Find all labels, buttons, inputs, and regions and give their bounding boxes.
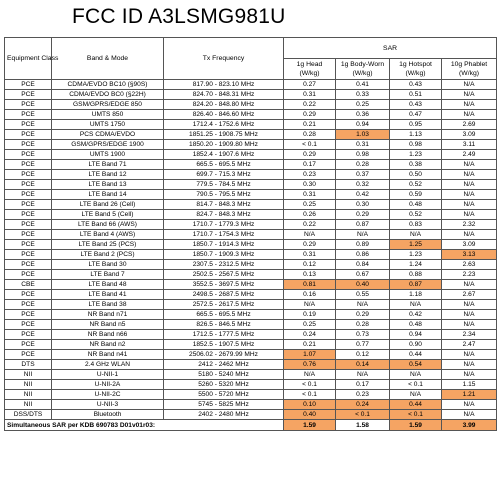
table-row: [5, 160, 497, 170]
cell-head-sar: 0.27: [284, 80, 336, 90]
cell-head-sar: 0.22: [284, 100, 336, 110]
cell-hotspot-sar: 1.23: [390, 150, 442, 160]
cell-head-sar: 0.40: [284, 410, 336, 420]
cell-tx-frequency: 2498.5 - 2687.5 MHz: [164, 290, 284, 300]
cell-hotspot-sar: 1.25: [390, 240, 442, 250]
cell-equipment-class: PCE: [5, 190, 52, 200]
cell-equipment-class: PCE: [5, 210, 52, 220]
cell-tx-frequency: 1710.7 - 1779.3 MHz: [164, 220, 284, 230]
cell-hotspot-sar: 0.43: [390, 100, 442, 110]
cell-body-sar: 0.17: [336, 380, 390, 390]
cell-body-sar: 0.29: [336, 310, 390, 320]
table-row: [5, 190, 497, 200]
cell-tx-frequency: 5500 - 5720 MHz: [164, 390, 284, 400]
cell-body-sar: 0.36: [336, 110, 390, 120]
cell-equipment-class: PCE: [5, 140, 52, 150]
table-row: [5, 80, 497, 90]
cell-phablet-sar: 2.69: [442, 120, 497, 130]
cell-hotspot-sar: 0.44: [390, 400, 442, 410]
cell-phablet-sar: 2.34: [442, 330, 497, 340]
cell-phablet-sar: 1.21: [442, 390, 497, 400]
cell-tx-frequency: 826.5 - 846.5 MHz: [164, 320, 284, 330]
cell-band-mode: GSM/GPRS/EDGE 1900: [52, 140, 164, 150]
cell-equipment-class: PCE: [5, 260, 52, 270]
cell-band-mode: PCS CDMA/EVDO: [52, 130, 164, 140]
cell-head-sar: 0.30: [284, 180, 336, 190]
document-title: FCC ID A3LSMG981U: [72, 5, 286, 28]
cell-head-sar: N/A: [284, 230, 336, 240]
cell-band-mode: LTE Band 2 (PCS): [52, 250, 164, 260]
cell-band-mode: LTE Band 4 (AWS): [52, 230, 164, 240]
table-row: [5, 210, 497, 220]
cell-phablet-sar: 2.47: [442, 340, 497, 350]
cell-head-sar: 0.12: [284, 260, 336, 270]
cell-head-sar: 0.24: [284, 330, 336, 340]
cell-tx-frequency: 699.7 - 715.3 MHz: [164, 170, 284, 180]
cell-hotspot-sar: 0.51: [390, 90, 442, 100]
cell-body-sar: 0.73: [336, 330, 390, 340]
cell-body-sar: N/A: [336, 370, 390, 380]
cell-head-sar: < 0.1: [284, 140, 336, 150]
cell-head-sar: 0.23: [284, 170, 336, 180]
cell-body-sar: 0.84: [336, 260, 390, 270]
cell-equipment-class: PCE: [5, 320, 52, 330]
cell-body-sar: 0.55: [336, 290, 390, 300]
cell-band-mode: LTE Band 5 (Cell): [52, 210, 164, 220]
table-body: [5, 80, 497, 420]
cell-tx-frequency: 2502.5 - 2567.5 MHz: [164, 270, 284, 280]
cell-head-sar: 0.25: [284, 320, 336, 330]
cell-hotspot-sar: 0.50: [390, 170, 442, 180]
cell-body-sar: 0.28: [336, 160, 390, 170]
cell-head-sar: N/A: [284, 370, 336, 380]
cell-body-sar: 0.31: [336, 140, 390, 150]
cell-hotspot-sar: 1.24: [390, 260, 442, 270]
cell-hotspot-sar: 0.87: [390, 280, 442, 290]
cell-body-sar: 0.77: [336, 340, 390, 350]
cell-phablet-sar: N/A: [442, 170, 497, 180]
cell-head-sar: 1.07: [284, 350, 336, 360]
table-row: [5, 250, 497, 260]
cell-equipment-class: PCE: [5, 350, 52, 360]
cell-tx-frequency: 5180 - 5240 MHz: [164, 370, 284, 380]
cell-band-mode: U-NII-3: [52, 400, 164, 410]
cell-equipment-class: NII: [5, 380, 52, 390]
cell-band-mode: Bluetooth: [52, 410, 164, 420]
cell-equipment-class: PCE: [5, 300, 52, 310]
cell-body-sar: N/A: [336, 300, 390, 310]
footer-body: 1.58: [336, 420, 390, 431]
cell-phablet-sar: N/A: [442, 210, 497, 220]
cell-phablet-sar: N/A: [442, 200, 497, 210]
cell-equipment-class: PCE: [5, 270, 52, 280]
cell-equipment-class: PCE: [5, 330, 52, 340]
cell-hotspot-sar: 0.54: [390, 360, 442, 370]
cell-body-sar: 0.32: [336, 180, 390, 190]
cell-equipment-class: PCE: [5, 150, 52, 160]
cell-head-sar: 0.31: [284, 250, 336, 260]
cell-hotspot-sar: 0.98: [390, 140, 442, 150]
cell-hotspot-sar: < 0.1: [390, 380, 442, 390]
cell-phablet-sar: N/A: [442, 350, 497, 360]
cell-phablet-sar: N/A: [442, 90, 497, 100]
cell-phablet-sar: N/A: [442, 320, 497, 330]
table-row: [5, 380, 497, 390]
cell-hotspot-sar: 0.83: [390, 220, 442, 230]
cell-band-mode: LTE Band 26 (Cell): [52, 200, 164, 210]
cell-equipment-class: PCE: [5, 340, 52, 350]
cell-body-sar: 0.33: [336, 90, 390, 100]
table-row: [5, 320, 497, 330]
cell-equipment-class: DTS: [5, 360, 52, 370]
cell-body-sar: 0.40: [336, 280, 390, 290]
cell-hotspot-sar: 0.52: [390, 180, 442, 190]
table-row: [5, 230, 497, 240]
table-row: [5, 340, 497, 350]
cell-head-sar: 0.13: [284, 270, 336, 280]
simultaneous-sar-row: [5, 420, 497, 431]
header-sar: SAR: [284, 38, 497, 59]
cell-phablet-sar: N/A: [442, 230, 497, 240]
cell-phablet-sar: 2.23: [442, 270, 497, 280]
cell-band-mode: NR Band n71: [52, 310, 164, 320]
header-head: 1g Head (W/kg): [284, 59, 336, 80]
cell-equipment-class: PCE: [5, 200, 52, 210]
cell-hotspot-sar: 1.23: [390, 250, 442, 260]
cell-hotspot-sar: 1.13: [390, 130, 442, 140]
cell-tx-frequency: 2307.5 - 2312.5 MHz: [164, 260, 284, 270]
cell-tx-frequency: 1852.4 - 1907.6 MHz: [164, 150, 284, 160]
cell-hotspot-sar: 0.94: [390, 330, 442, 340]
cell-body-sar: 0.98: [336, 150, 390, 160]
cell-band-mode: NR Band n2: [52, 340, 164, 350]
cell-equipment-class: PCE: [5, 120, 52, 130]
cell-phablet-sar: 3.09: [442, 240, 497, 250]
cell-head-sar: 0.28: [284, 130, 336, 140]
cell-phablet-sar: N/A: [442, 180, 497, 190]
cell-body-sar: 0.30: [336, 200, 390, 210]
cell-hotspot-sar: 0.95: [390, 120, 442, 130]
cell-band-mode: LTE Band 12: [52, 170, 164, 180]
cell-hotspot-sar: 0.38: [390, 160, 442, 170]
cell-phablet-sar: 2.32: [442, 220, 497, 230]
table-row: [5, 150, 497, 160]
cell-tx-frequency: 3552.5 - 3697.5 MHz: [164, 280, 284, 290]
cell-body-sar: < 0.1: [336, 410, 390, 420]
footer-head: 1.59: [284, 420, 336, 431]
cell-equipment-class: PCE: [5, 90, 52, 100]
cell-band-mode: UMTS 1900: [52, 150, 164, 160]
cell-phablet-sar: 3.11: [442, 140, 497, 150]
table-row: [5, 200, 497, 210]
cell-hotspot-sar: 0.59: [390, 190, 442, 200]
sar-table: [4, 37, 497, 431]
cell-tx-frequency: 2506.02 - 2679.99 MHz: [164, 350, 284, 360]
cell-phablet-sar: N/A: [442, 360, 497, 370]
cell-equipment-class: PCE: [5, 170, 52, 180]
cell-head-sar: 0.16: [284, 290, 336, 300]
table-row: [5, 170, 497, 180]
cell-equipment-class: PCE: [5, 180, 52, 190]
table-row: [5, 400, 497, 410]
header-equipment-class: Equipment Class: [5, 38, 52, 80]
cell-tx-frequency: 824.70 - 848.31 MHz: [164, 90, 284, 100]
header-hotspot: 1g Hotspot (W/kg): [390, 59, 442, 80]
cell-head-sar: 0.26: [284, 210, 336, 220]
cell-tx-frequency: 1712.4 - 1752.6 MHz: [164, 120, 284, 130]
cell-equipment-class: PCE: [5, 220, 52, 230]
cell-equipment-class: PCE: [5, 240, 52, 250]
cell-band-mode: U-NII-2C: [52, 390, 164, 400]
cell-band-mode: NR Band n66: [52, 330, 164, 340]
cell-tx-frequency: 824.7 - 848.3 MHz: [164, 210, 284, 220]
cell-equipment-class: PCE: [5, 310, 52, 320]
cell-phablet-sar: 3.13: [442, 250, 497, 260]
cell-equipment-class: PCE: [5, 250, 52, 260]
cell-hotspot-sar: 0.48: [390, 320, 442, 330]
cell-head-sar: < 0.1: [284, 380, 336, 390]
cell-tx-frequency: 2402 - 2480 MHz: [164, 410, 284, 420]
table-row: [5, 300, 497, 310]
cell-head-sar: N/A: [284, 300, 336, 310]
cell-band-mode: LTE Band 25 (PCS): [52, 240, 164, 250]
cell-tx-frequency: 1851.25 - 1908.75 MHz: [164, 130, 284, 140]
cell-phablet-sar: N/A: [442, 280, 497, 290]
cell-head-sar: 0.29: [284, 110, 336, 120]
table-row: [5, 100, 497, 110]
cell-band-mode: GSM/GPRS/EDGE 850: [52, 100, 164, 110]
cell-phablet-sar: N/A: [442, 110, 497, 120]
cell-equipment-class: NII: [5, 400, 52, 410]
table-header-row: [5, 38, 497, 59]
cell-phablet-sar: N/A: [442, 400, 497, 410]
cell-tx-frequency: 665.5 - 695.5 MHz: [164, 160, 284, 170]
table-row: [5, 130, 497, 140]
cell-phablet-sar: 2.63: [442, 260, 497, 270]
cell-hotspot-sar: 0.43: [390, 80, 442, 90]
cell-equipment-class: PCE: [5, 160, 52, 170]
cell-tx-frequency: 779.5 - 784.5 MHz: [164, 180, 284, 190]
cell-hotspot-sar: < 0.1: [390, 410, 442, 420]
cell-hotspot-sar: N/A: [390, 390, 442, 400]
table-row: [5, 390, 497, 400]
table-row: [5, 370, 497, 380]
cell-head-sar: 0.10: [284, 400, 336, 410]
cell-tx-frequency: 790.5 - 795.5 MHz: [164, 190, 284, 200]
cell-body-sar: 1.03: [336, 130, 390, 140]
cell-tx-frequency: 665.5 - 695.5 MHz: [164, 310, 284, 320]
cell-phablet-sar: 2.49: [442, 150, 497, 160]
cell-body-sar: 0.87: [336, 220, 390, 230]
cell-band-mode: LTE Band 48: [52, 280, 164, 290]
cell-tx-frequency: 814.7 - 848.3 MHz: [164, 200, 284, 210]
cell-band-mode: UMTS 850: [52, 110, 164, 120]
cell-tx-frequency: 5260 - 5320 MHz: [164, 380, 284, 390]
cell-head-sar: 0.25: [284, 200, 336, 210]
table-row: [5, 90, 497, 100]
cell-equipment-class: PCE: [5, 110, 52, 120]
cell-body-sar: 0.42: [336, 190, 390, 200]
cell-hotspot-sar: N/A: [390, 300, 442, 310]
cell-band-mode: LTE Band 30: [52, 260, 164, 270]
cell-band-mode: 2.4 GHz WLAN: [52, 360, 164, 370]
footer-label: Simultaneous SAR per KDB 690783 D01v01r03:: [5, 420, 284, 431]
cell-head-sar: 0.29: [284, 150, 336, 160]
cell-equipment-class: PCE: [5, 290, 52, 300]
cell-body-sar: 0.14: [336, 360, 390, 370]
cell-body-sar: 0.89: [336, 240, 390, 250]
table-row: [5, 110, 497, 120]
table-row: [5, 280, 497, 290]
cell-band-mode: U-NII-2A: [52, 380, 164, 390]
cell-phablet-sar: 2.67: [442, 290, 497, 300]
cell-phablet-sar: N/A: [442, 190, 497, 200]
cell-tx-frequency: 1850.20 - 1909.80 MHz: [164, 140, 284, 150]
table-row: [5, 220, 497, 230]
cell-body-sar: 0.25: [336, 100, 390, 110]
cell-head-sar: 0.22: [284, 220, 336, 230]
table-row: [5, 310, 497, 320]
cell-tx-frequency: 2412 - 2462 MHz: [164, 360, 284, 370]
table-row: [5, 360, 497, 370]
footer-phablet: 3.99: [442, 420, 497, 431]
cell-tx-frequency: 2572.5 - 2617.5 MHz: [164, 300, 284, 310]
cell-head-sar: 0.29: [284, 240, 336, 250]
cell-body-sar: 0.23: [336, 390, 390, 400]
cell-band-mode: LTE Band 14: [52, 190, 164, 200]
table-row: [5, 260, 497, 270]
cell-band-mode: U-NII-1: [52, 370, 164, 380]
cell-head-sar: 0.81: [284, 280, 336, 290]
cell-body-sar: 0.29: [336, 210, 390, 220]
cell-hotspot-sar: 0.52: [390, 210, 442, 220]
cell-hotspot-sar: 0.47: [390, 110, 442, 120]
cell-phablet-sar: N/A: [442, 160, 497, 170]
cell-hotspot-sar: N/A: [390, 230, 442, 240]
cell-head-sar: 0.19: [284, 310, 336, 320]
cell-hotspot-sar: 0.88: [390, 270, 442, 280]
cell-body-sar: 0.67: [336, 270, 390, 280]
cell-band-mode: CDMA/EVDO BC10 (§90S): [52, 80, 164, 90]
cell-band-mode: UMTS 1750: [52, 120, 164, 130]
cell-tx-frequency: 5745 - 5825 MHz: [164, 400, 284, 410]
cell-head-sar: 0.76: [284, 360, 336, 370]
cell-head-sar: 0.31: [284, 90, 336, 100]
table-row: [5, 140, 497, 150]
header-tx-frequency: Tx Frequency: [164, 38, 284, 80]
cell-head-sar: 0.21: [284, 340, 336, 350]
cell-head-sar: < 0.1: [284, 390, 336, 400]
cell-hotspot-sar: 0.44: [390, 350, 442, 360]
table-row: [5, 270, 497, 280]
sar-table-container: [4, 37, 496, 431]
cell-equipment-class: CBE: [5, 280, 52, 290]
cell-band-mode: LTE Band 38: [52, 300, 164, 310]
cell-head-sar: 0.17: [284, 160, 336, 170]
cell-equipment-class: PCE: [5, 130, 52, 140]
header-phablet: 10g Phablet (W/kg): [442, 59, 497, 80]
cell-body-sar: 0.94: [336, 120, 390, 130]
cell-phablet-sar: N/A: [442, 310, 497, 320]
cell-body-sar: 0.37: [336, 170, 390, 180]
table-row: [5, 180, 497, 190]
cell-body-sar: 0.41: [336, 80, 390, 90]
cell-equipment-class: DSS/DTS: [5, 410, 52, 420]
table-row: [5, 350, 497, 360]
footer-hotspot: 1.59: [390, 420, 442, 431]
table-row: [5, 330, 497, 340]
table-row: [5, 120, 497, 130]
cell-band-mode: CDMA/EVDO BC0 (§22H): [52, 90, 164, 100]
cell-hotspot-sar: N/A: [390, 370, 442, 380]
cell-phablet-sar: N/A: [442, 410, 497, 420]
cell-head-sar: 0.31: [284, 190, 336, 200]
cell-band-mode: NR Band n5: [52, 320, 164, 330]
cell-equipment-class: PCE: [5, 80, 52, 90]
cell-tx-frequency: 1850.7 - 1914.3 MHz: [164, 240, 284, 250]
cell-hotspot-sar: 0.90: [390, 340, 442, 350]
cell-body-sar: N/A: [336, 230, 390, 240]
cell-tx-frequency: 824.20 - 848.80 MHz: [164, 100, 284, 110]
header-body: 1g Body-Worn (W/kg): [336, 59, 390, 80]
cell-equipment-class: NII: [5, 370, 52, 380]
cell-phablet-sar: 1.15: [442, 380, 497, 390]
cell-equipment-class: PCE: [5, 100, 52, 110]
table-row: [5, 240, 497, 250]
cell-hotspot-sar: 0.42: [390, 310, 442, 320]
cell-band-mode: LTE Band 41: [52, 290, 164, 300]
cell-phablet-sar: N/A: [442, 370, 497, 380]
cell-phablet-sar: N/A: [442, 80, 497, 90]
cell-band-mode: NR Band n41: [52, 350, 164, 360]
cell-body-sar: 0.86: [336, 250, 390, 260]
cell-equipment-class: NII: [5, 390, 52, 400]
cell-tx-frequency: 817.90 - 823.10 MHz: [164, 80, 284, 90]
cell-phablet-sar: 3.09: [442, 130, 497, 140]
cell-tx-frequency: 1852.5 - 1907.5 MHz: [164, 340, 284, 350]
cell-band-mode: LTE Band 7: [52, 270, 164, 280]
cell-body-sar: 0.12: [336, 350, 390, 360]
cell-hotspot-sar: 1.18: [390, 290, 442, 300]
cell-hotspot-sar: 0.48: [390, 200, 442, 210]
cell-body-sar: 0.28: [336, 320, 390, 330]
header-band-mode: Band & Mode: [52, 38, 164, 80]
table-row: [5, 290, 497, 300]
cell-tx-frequency: 1850.7 - 1909.3 MHz: [164, 250, 284, 260]
cell-equipment-class: PCE: [5, 230, 52, 240]
cell-body-sar: 0.24: [336, 400, 390, 410]
cell-tx-frequency: 1712.5 - 1777.5 MHz: [164, 330, 284, 340]
cell-head-sar: 0.21: [284, 120, 336, 130]
cell-band-mode: LTE Band 71: [52, 160, 164, 170]
cell-phablet-sar: N/A: [442, 100, 497, 110]
cell-phablet-sar: N/A: [442, 300, 497, 310]
cell-band-mode: LTE Band 13: [52, 180, 164, 190]
cell-tx-frequency: 1710.7 - 1754.3 MHz: [164, 230, 284, 240]
cell-band-mode: LTE Band 66 (AWS): [52, 220, 164, 230]
table-row: [5, 410, 497, 420]
cell-tx-frequency: 826.40 - 846.60 MHz: [164, 110, 284, 120]
